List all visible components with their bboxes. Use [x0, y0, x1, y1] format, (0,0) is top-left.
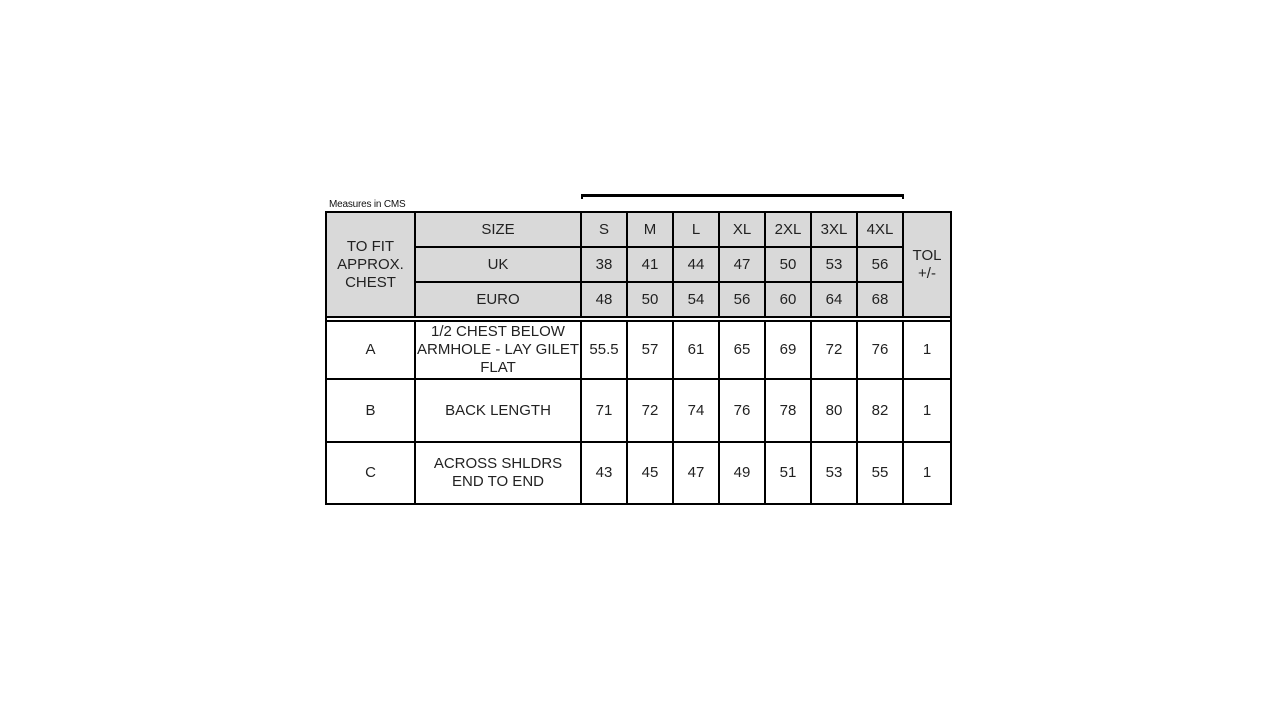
- header-cell: M: [627, 212, 673, 247]
- measurement-row-b: [326, 379, 951, 442]
- measure-value: 61: [673, 321, 719, 379]
- measure-value: 45: [627, 442, 673, 504]
- measure-description: 1/2 CHEST BELOW ARMHOLE - LAY GILET FLAT: [415, 321, 581, 379]
- header-cell: 64: [811, 282, 857, 317]
- header-cell: 41: [627, 247, 673, 282]
- measure-value: 71: [581, 379, 627, 442]
- header-cell: 54: [673, 282, 719, 317]
- measure-tol: 1: [903, 321, 951, 379]
- header-label-cell: SIZE: [415, 212, 581, 247]
- measure-value: 43: [581, 442, 627, 504]
- measure-value: 76: [719, 379, 765, 442]
- header-label-cell: EURO: [415, 282, 581, 317]
- measure-description: ACROSS SHLDRS END TO END: [415, 442, 581, 504]
- measure-value: 51: [765, 442, 811, 504]
- measure-tol: 1: [903, 442, 951, 504]
- header-cell: 47: [719, 247, 765, 282]
- measurement-row-a: [326, 321, 951, 379]
- header-cell: XL: [719, 212, 765, 247]
- measure-value: 55: [857, 442, 903, 504]
- measure-value: 78: [765, 379, 811, 442]
- tol-label-cell: [903, 212, 951, 317]
- measure-code: A: [326, 321, 415, 379]
- header-cell: 53: [811, 247, 857, 282]
- measure-value: 65: [719, 321, 765, 379]
- header-cell: 68: [857, 282, 903, 317]
- size-chart-table: [325, 211, 952, 505]
- header-cell: S: [581, 212, 627, 247]
- caption: Measures in CMS: [329, 199, 406, 210]
- top-rule: [581, 194, 904, 197]
- header-cell: 56: [857, 247, 903, 282]
- measure-value: 69: [765, 321, 811, 379]
- fit-label-cell: [326, 212, 415, 317]
- header-row-uk: [326, 247, 951, 282]
- header-cell: 60: [765, 282, 811, 317]
- measure-value: 80: [811, 379, 857, 442]
- header-cell: L: [673, 212, 719, 247]
- measure-value: 57: [627, 321, 673, 379]
- measurement-row-c: [326, 442, 951, 504]
- measure-value: 82: [857, 379, 903, 442]
- measure-value: 76: [857, 321, 903, 379]
- measure-description: BACK LENGTH: [415, 379, 581, 442]
- header-cell: 50: [627, 282, 673, 317]
- measure-tol: 1: [903, 379, 951, 442]
- header-cell: 44: [673, 247, 719, 282]
- measure-value: 49: [719, 442, 765, 504]
- header-cell: 56: [719, 282, 765, 317]
- tol-label: TOL +/-: [912, 246, 942, 282]
- header-label-cell: UK: [415, 247, 581, 282]
- measure-value: 55.5: [581, 321, 627, 379]
- header-row-size: [326, 212, 951, 247]
- header-cell: 38: [581, 247, 627, 282]
- header-cell: 4XL: [857, 212, 903, 247]
- measure-value: 74: [673, 379, 719, 442]
- header-cell: 48: [581, 282, 627, 317]
- header-row-euro: [326, 282, 951, 317]
- measure-value: 53: [811, 442, 857, 504]
- measure-code: B: [326, 379, 415, 442]
- header-cell: 3XL: [811, 212, 857, 247]
- measure-value: 72: [627, 379, 673, 442]
- header-cell: 50: [765, 247, 811, 282]
- measure-value: 72: [811, 321, 857, 379]
- measure-code: C: [326, 442, 415, 504]
- header-cell: 2XL: [765, 212, 811, 247]
- measure-value: 47: [673, 442, 719, 504]
- fit-label: TO FIT APPROX. CHEST: [337, 237, 404, 291]
